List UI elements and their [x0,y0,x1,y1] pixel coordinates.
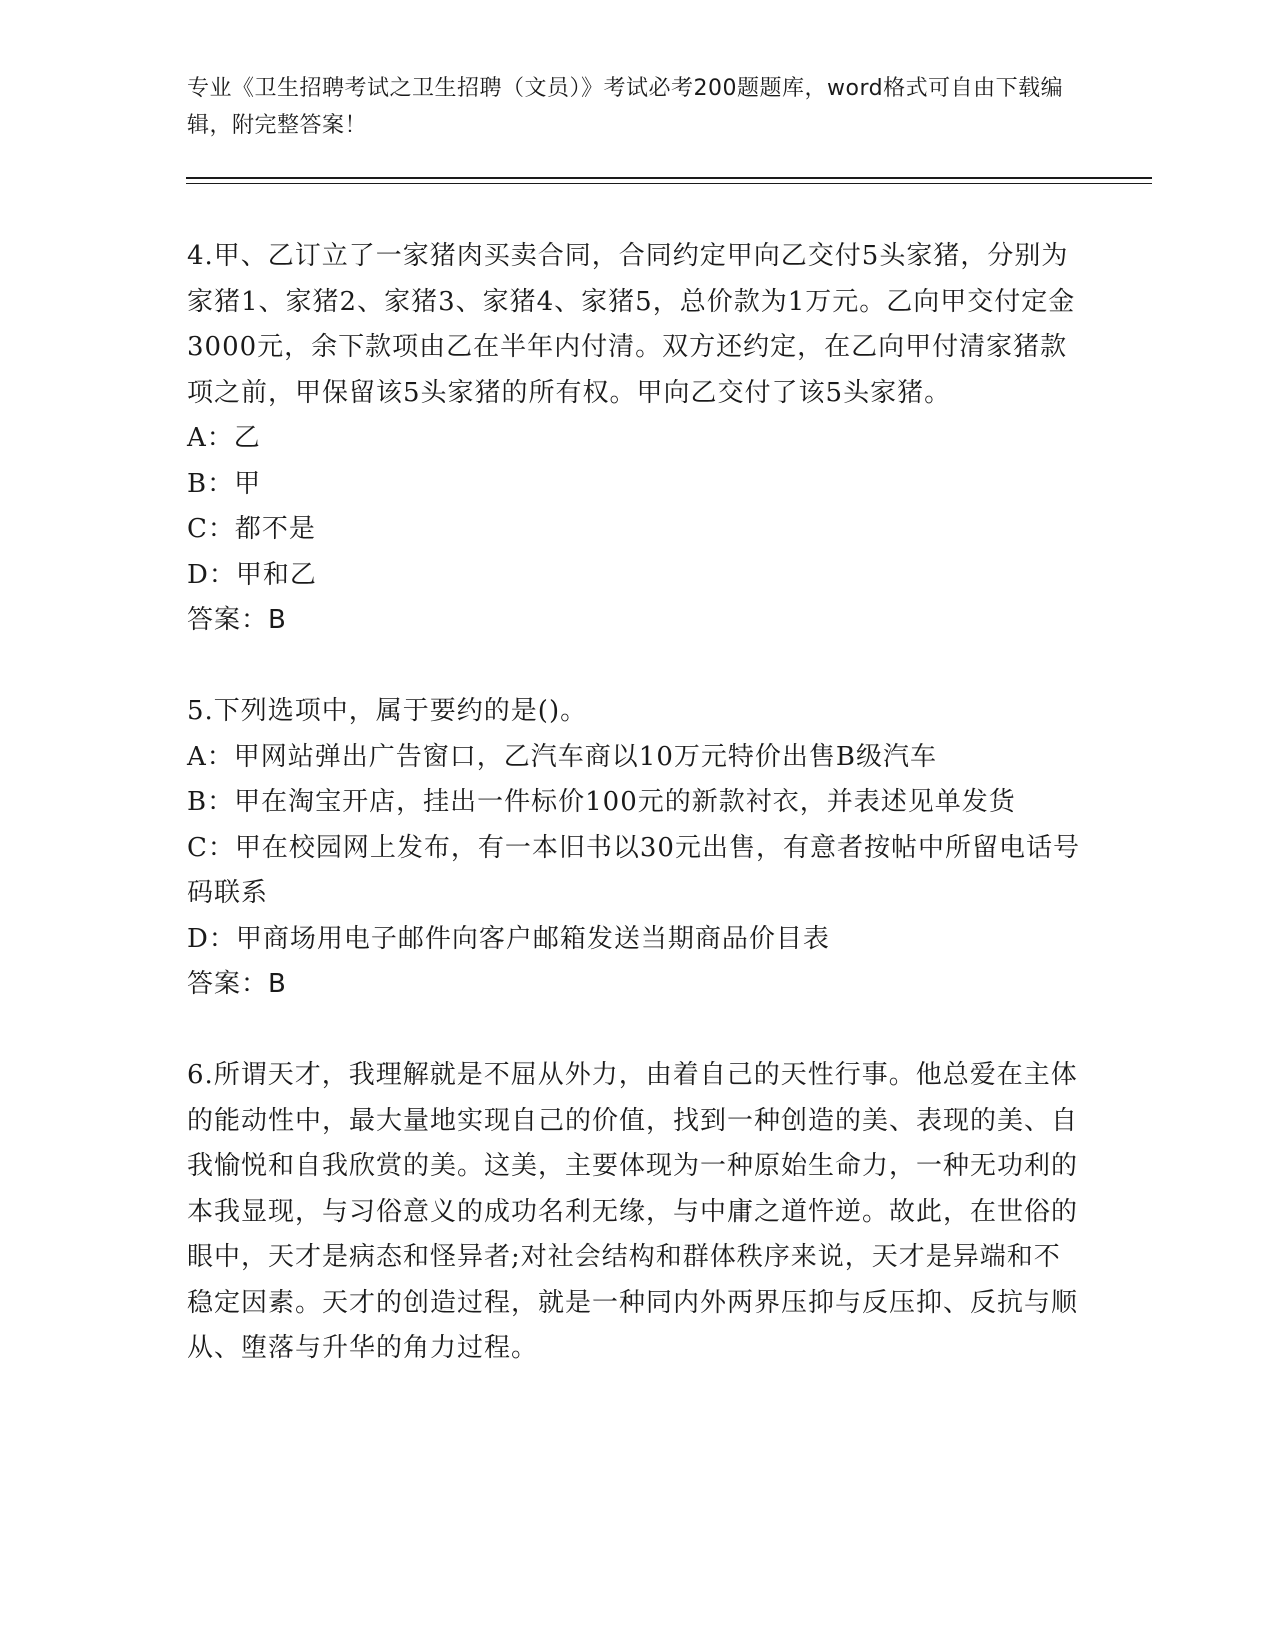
option-b: B：甲在淘宝开店，挂出一件标价100元的新款衬衣，并表述见单发货 [187,787,1016,817]
question-6 [187,1053,1087,1372]
question-4 [187,234,1087,644]
spacer [187,1008,1087,1054]
option-a: A：甲网站弹出广告窗口，乙汽车商以10万元特价出售B级汽车 [187,741,937,772]
question-5 [187,689,1087,1008]
question-stem: 6.所谓天才，我理解就是不屈从外力，由着自己的天性行事。他总爱在主体的能动性中，最大量地实现自己的价值，找到一种创造的美、表现的美、自我愉悦和自我欣赏的美。这美，主要体现为一种原始生命力，一种无功利的本我显现，与习俗意义的成功名利无缘，与中庸之道忤逆。故此，在世俗的眼中，天才是病态和怪异者;对社会结构和群体秩序来说，天才是异端和不稳定因素。天才的创造过程，就是一种同内外两界压抑与反压抑、反抗与顺从、堕落与升华的角力过程。 [187,1060,1079,1363]
option-b: B：甲 [187,468,262,499]
spacer [187,644,1087,690]
option-c: C：都不是 [187,514,316,544]
question-stem: 4.甲、乙订立了一家猪肉买卖合同，合同约定甲向乙交付5头家猪，分别为家猪1、家猪2、家猪3、家猪4、家猪5，总价款为1万元。乙向甲交付定金3000元，余下款项由乙在半年内付清。双方还约定，在乙向甲付清家猪款项之前，甲保留该5头家猪的所有权。甲向乙交付了该5头家猪。 [187,241,1076,408]
answer: 答案：B [187,969,287,999]
option-d: D：甲和乙 [187,559,317,590]
document-header: 专业《卫生招聘考试之卫生招聘（文员）》考试必考200题题库，word格式可自由下载编辑，附完整答案！ [187,76,1064,138]
header-rule-thin [186,183,1152,184]
option-d: D：甲商场用电子邮件向客户邮箱发送当期商品价目表 [187,923,830,954]
question-stem: 5.下列选项中，属于要约的是()。 [187,696,588,726]
option-a: A：乙 [187,423,261,453]
question-list [187,234,1087,1372]
header-rule-thick [186,177,1152,179]
option-c: C：甲在校园网上发布，有一本旧书以30元出售，有意者按帖中所留电话号码联系 [187,832,1080,908]
answer: 答案：B [187,605,287,635]
